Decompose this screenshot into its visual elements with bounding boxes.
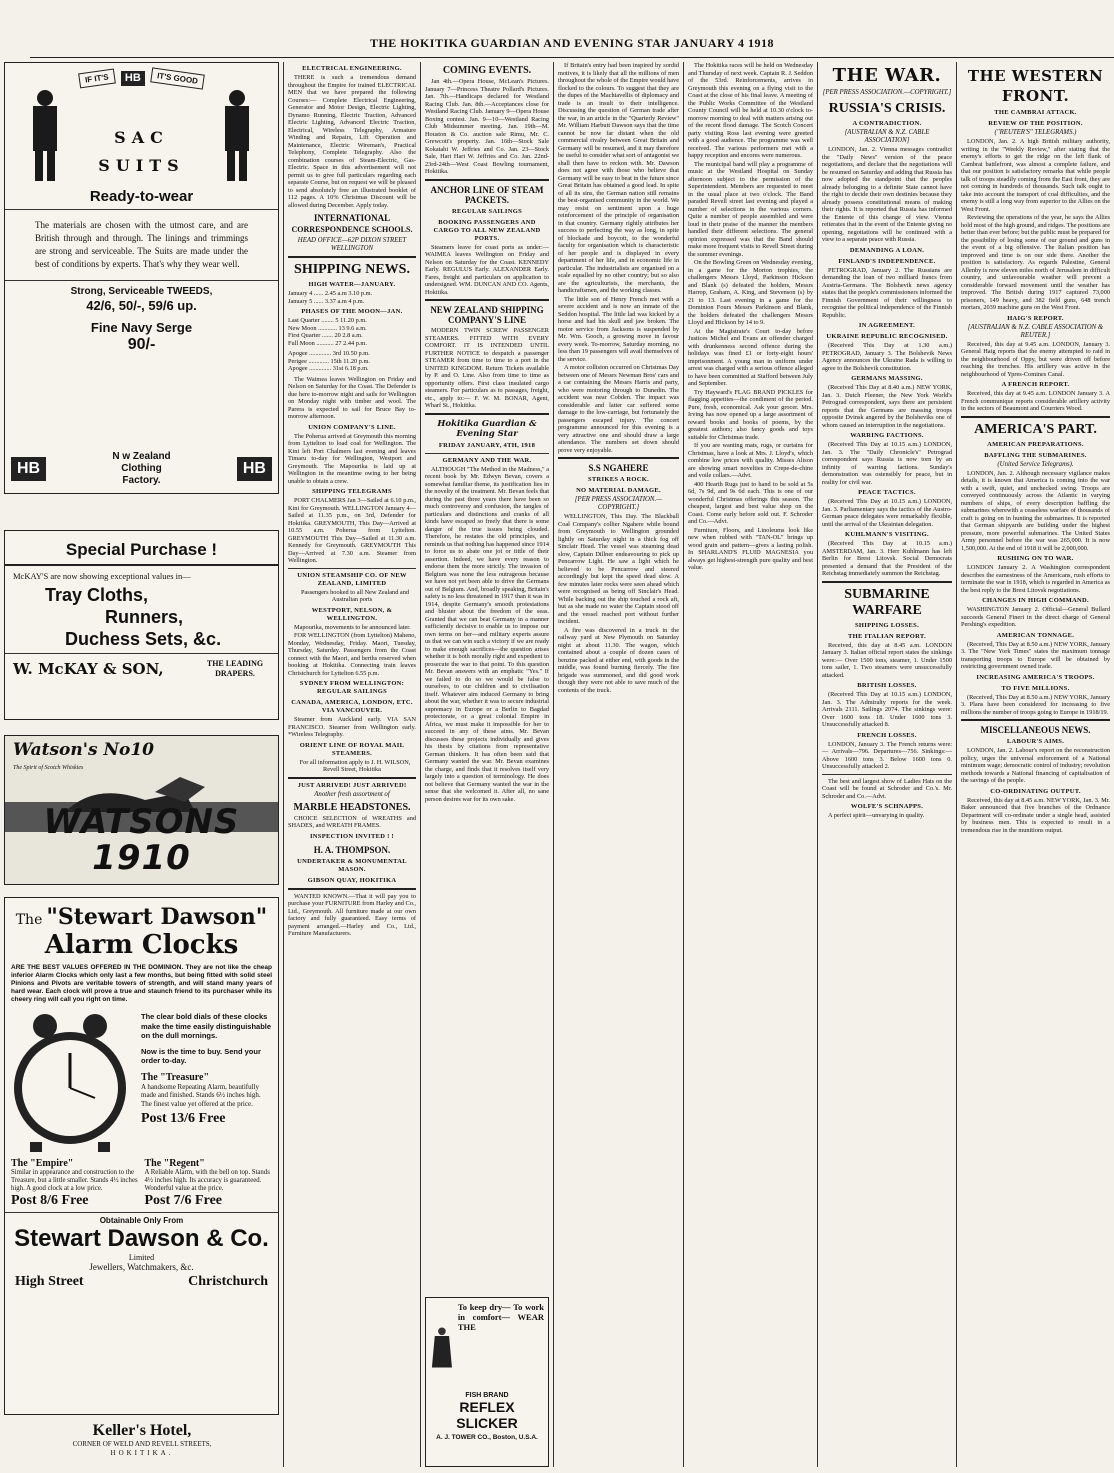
column-2 [288, 62, 416, 1467]
hb-logo: HB [11, 457, 46, 481]
keller-name: Keller's Hotel, [92, 1422, 192, 1439]
subheading: PHASES OF THE MOON—JAN. [301, 308, 403, 315]
section-heading: SHIPPING NEWS. [294, 262, 410, 277]
mckay-firm: W. McKAY & SON, [13, 660, 164, 678]
article-text: MODERN TWIN SCREW PASSENGER STEAMERS. FITTED WITH EVERY COMFORT. IT IS INTENDED UNTIL FURTHER NOTICE to despatch a passenger STEAMER from time to time to a port in the UNITED KINGDOM. Return Tickets available by P. and O. Line. Also from time to time as opportunity offers. First class insulated cargo steamers. For particulars as to passages, freight, etc., apply to:— F. W. M. BONAR, Agent, Wharf St., Hokitika. [425, 327, 549, 409]
article-text: WELLINGTON, This Day. The Blackball Coal Company's collier Ngahere while bound from Greymouth to Wellington grounded lightly on Saturday night in a thick fog off Sinclair Head. The vessel was steaming dead slow, Captain Dillner endeavouring to pick up Pencarrow Light. He saw a light which he believed to be Pencarrow and steered accordingly but kept the speed dead slow. A few minutes later rocks were seen ahead which were recognised as being off Sinclair's Head. While backing out the ship touched a rock aft, but as she made no water the Captain stood off and the vessel reached port without further incident. [558, 513, 679, 625]
keller-addr1: CORNER OF WELD AND REVELL STREETS, [72, 1440, 212, 1448]
subheading: HIGH WATER—JANUARY. [308, 281, 396, 288]
watsons-sub: The Spirit of Scotch Whiskies [13, 765, 84, 771]
subheading: FINLAND'S INDEPENDENCE. [838, 257, 936, 265]
special-purchase-title: Special Purchase ! [65, 540, 218, 559]
article-text: (Received This Day at 10.15 a.m.) AMSTERDAM, Jan. 3. Herr Kuhlmann has left Berlin for Brest Litovsk. Social Democrats presented a demand that the President of the Reichstag immediately summon the Reichstag. [822, 540, 952, 577]
article-text: CHOICE SELECTION of WREATHS and SHADES, and WREATH FRAMES. [288, 814, 416, 829]
subheading: DEMANDING A LOAN. [849, 246, 925, 254]
sign-left: IF IT'S [78, 69, 115, 89]
treasure-title: The "Treasure" [141, 1071, 210, 1083]
watsons-brand: Watson's No10 [13, 740, 154, 760]
article-text: 400 Hearth Rugs just to hand to be sold at 5s 6d, 7s 9d, and 9s 6d each. This is one of our wonderful Christmas offerings this season. The cheapest, largest and best value shop on the Coast. Come early before sold out. F. Schroder and Co.—Advt. [688, 480, 813, 525]
article-text: Another fresh assortment of [314, 790, 390, 798]
subheading: LABOUR'S AIMS. [1006, 738, 1065, 745]
column-rule [283, 62, 284, 1467]
article-text: Received, this day at 8.45 a.m. LONDON January 3. Italian official report states the sinkings were:— Over 1500 tons, steamer, 1. Under 1500 tons sailer, 1. Two steamers were unsuccessfully attacked. [822, 641, 952, 679]
article-text: For all information apply to J. H. WILSON, Revell Street, Hokitika [299, 758, 411, 773]
article-text: If Britain's entry had been inspired by sordid motives, it is likely that all the millions of men throughout the whole of the Empire would have flocked to the colours. To suggest that they are the dupes of the Machiavellis of diplomacy and trade is an insult to their intelligence. Discussing the question of German trade after the war, in an article in the "Quarterly Review" Mr. William Harbutt Dawson says that the time cannot be now far distant when the old commercial rivalry between Great Britain and Germany will be resumed, and it may therefore be useful to consider what sort of antagonist we shall then have to reckon with. Mr. Dawson does not agree with those who believe that Germany will be easy to beat in the future since Great Britain has obtained a good lead. In spite of all its sins, the German nation still remains the best-organised community in the world. We may resist on sentiment upon a huge reinforcement of the principle of organisation in that country. Germany rightly attributes her success to perfecting the way as long, in spite of blockade and boycott, to the wonderful faculty for organisation which is characteristic of her people and is displayed in every department of her life, and in economic life in particular. The industrialists are organised on a scale equalled by no other country; but so also are the agriculturists, the merchants, the handicraftsmen, and the working classes. [558, 62, 679, 294]
headline: SUBMARINE WARFARE [844, 586, 930, 618]
subheading: NO MATERIAL DAMAGE. [576, 487, 661, 494]
article-text: The best and largest show of Ladies Hats on the Coast will be found at Schroder and Co.'s. Mr. Schroder and Co.—Advt. [822, 777, 952, 800]
subheading: BOOKING PASSENGERS AND CARGO TO ALL NEW ZEALAND PORTS. [433, 218, 541, 242]
suits-body: The materials are chosen with the utmost care, and are British through and through. The linings and trimmings are strong and serviceable. The Suits are made under the best of conditions by experts. That's why they wear well. [35, 220, 248, 269]
article-text: Mapourika, movements to be announced later. [294, 623, 411, 631]
stewart-street: High Street [15, 1274, 84, 1289]
article-text: (Received, This Day at 8.50 a.m.) NEW YORK, January 3. Plans have been considered for increasing to five millions the number of troops going to Europe in 1918/19. [961, 693, 1110, 716]
section-heading: NEW ZEALAND SHIPPING COMPANY'S LINE [430, 305, 544, 325]
mckay-tag: THE LEADING DRAPERS. [206, 659, 264, 678]
headline: AMERICA'S PART. [974, 421, 1097, 437]
subheading: SYDNEY FROM WELLINGTON: REGULAR SAILINGS [299, 680, 405, 695]
article-text: LONDON, Jan. 2. A high British military authority, writing in the "Weekly Review," after stating that the enemy's efforts to get the ridge on the left flank of Cambrai battlefront, was almost a complete failure, and that our position is satisfactory remarks that while people talk of troops steadily coming from the East front, they are not coming in hundreds of thousands. Such talk ought to take into account the transport of coal difficulties, and the enemy is still a long way from superior to the Allies on the West Front. [961, 138, 1110, 213]
thompson-name: H. A. THOMPSON. [313, 844, 391, 855]
duchess-sets: Duchess Sets, &c. [65, 629, 222, 649]
subheading: KUHLMANN'S VISITING. [845, 531, 929, 538]
stewart-limited: Limited [128, 1253, 155, 1262]
subheading: TO FIVE MILLIONS. [1001, 684, 1070, 692]
article-text: The Poherua arrived at Greymouth this morning from Lyttelton to load coal for Wellington. The Kini left Port Chalmers last evening and leaves Timaru to-day for Wellington, Westport and Greymouth. The Mapourika is laid up at Wellington in the meantime owing to her being unable to obtain a crew. [288, 432, 416, 485]
hb-logo: HB [121, 71, 145, 86]
article-text: The Hokitika races will be held on Wednesday and Thursday of next week. Captain R. J. Seddon of the 53rd. Reinforcements, arrives in Greymouth this evening on a flying visit to the Coast at the close of his final leave. A meeting of the Public Works Committee of the Westland County Council will be held at 10.30 o'clock to-morrow morning to deal with matters arising out of the recent flood damage. The Scotch Concert party visiting Ross last evening were greeted with a good audience. The programme was well received. The various performers met with a happy reception and encores were numerous. [688, 62, 813, 159]
section-heading: THE WAR. [832, 65, 942, 86]
subheading: AMERICAN TONNAGE. [996, 631, 1075, 639]
table-row: Last Quarter ........ 5 11.20 p.m. [288, 317, 367, 324]
subheading: INCREASING AMERICA'S TROOPS. [976, 673, 1095, 681]
press-credit: [PER PRESS ASSOCIATION.—COPYRIGHT.] [822, 89, 952, 96]
marble-headstones: MARBLE HEADSTONES. [293, 801, 411, 813]
press-credit: [PER PRESS ASSOCIATION.—COPYRIGHT.] [574, 496, 663, 511]
article-text: (Received This Day at 10.15 a.m.) LONDON, Jan. 3. The Admiralty reports for the week. Arrivals 2111. Sailings 2074. The sinkings were: Over 1600 tons 18. Under 1600 tons 3. Unsuccessfully attacked 8. [822, 691, 952, 728]
article-text: WASHINGTON January 2. Official—General Bullard succeeds General Fineri in the direct charge of General Pershing's expedition. [961, 606, 1110, 628]
article-text: ALTHOUGH "The Method in the Madness," a recent book by Mr. Edwyn Bevan, covers a somewhat familiar theme, its justification lies in the novelty of the treatment. Mr. Bevan feels that during the past three years there have been so much controversy and confusion, the tangles of particulars and distinctions and cranks of all kinds have escaped so freely that there is some danger of the true issues being clouded. Therefore, he restates the old principles, and reminds us that nothing has happened since 1914 to force us to abate one jot or tittle of their assertion. Indeed, we have every reason to endorse them the more strictly. The invasion of Belgium was none the less outrageous because we have not yet been able to drive the Germans out of Belgium. And, broadly speaking, Britain's safety is no less threatened in 1917 than it was in 1914, despite Germany's smooth protestations and bluster about the freedom of the seas. Granted that we can beat Germany in a manner sufficiently decisive to enable us to impose our own terms on her—and military experts assure us that we can win such a victory if we are ready to make enough sacrifices—the question arises whether it is both morally right and expedient to prosecute the war to that point. To this question Mr. Bevan answers with an emphatic "Yes." If we failed to do so we would be false to ourselves, to our children and to civilisation itself. Whatever aim induced Germany to bring about the war, whether it was to secure industrial supremacy in Europe or a Berlin to Bagdad protectorate, or a great colonial Empire in Africa, we must make it impossible for her to succeed in any of these aims. Mr. Bevan discusses these projects individually and gives his thesis by citations from representative German thinkers. It has often been said that Germany wanted the war. Mr. Bevan examines the charge, and finds that it resolves itself very largely into a question of terminology. He does not believe that Germany wanted the war in the sense that she welcomed it. After all, no sane person desires war for its own sake. [425, 465, 549, 803]
article-text: The little son of Henry French met with a severe accident and is now an inmate of the Seddon hospital. The little lad was kicked by a horse and had his skull and jaw broken. The motor service from Jacksons is suspended by Mr. Wm. Gooch, a growing move in favour every week. To-morrow, Saturday morning, no less than 19 passengers will avail themselves of the service. [558, 295, 679, 363]
section-heading: S.S NGAHERE [588, 463, 649, 473]
ics-address: HEAD OFFICE—62P DIXON STREET WELLINGTON [297, 237, 407, 252]
empire-desc: Similar in appearance and construction to the Treasure, but a little smaller. Stands 4½ inches high. A good clock at a low price. [11, 1169, 138, 1192]
subheading: CANADA, AMERICA, LONDON, ETC. VIA VANCOUVER. [291, 699, 413, 714]
tweeds-prices: 42/6, 50/-, 59/6 up. [86, 298, 197, 313]
subheading: JUST ARRIVED! JUST ARRIVED! [297, 781, 407, 789]
article-text: Try Hayward's FLAG BRAND PICKLES for flagging appetites—the condiment of the period. Pure, fresh, economical. Ask your grocer. Mrs. Irving has now opened up a large assortment of reward books and books of poems, by the greatest authors; also fancy goods and toys suitable for Christmas trade. [688, 388, 813, 441]
column-4 [558, 62, 679, 1467]
regent-price: Post 7/6 Free [144, 1193, 222, 1208]
press-credit: [AUSTRALIAN & N.Z. CABLE ASSOCIATION & REUTER.] [967, 323, 1104, 339]
mckay-advertisement [4, 530, 279, 720]
suits-word: SUITS [98, 156, 185, 175]
article-text: Steamers leave for coast ports as under:— WAIMEA leaves Wellington on Friday and Nelson on Saturday for the Coast. KENNEDY Early. REGULUS Early. ALEXANDER Early. Fares, freight and particulars on application to undersigned. WM. DUNCAN AND CO. Agents, Hokitika. [425, 243, 549, 296]
subheading: A CONTRADICTION. [852, 120, 922, 127]
subheading: GERMANS MASSING. [851, 375, 923, 382]
subheading: IN AGREEMENT. [858, 322, 916, 329]
alarm-clock-icon [5, 1008, 135, 1158]
column-rule [956, 62, 957, 1467]
column-rule [553, 62, 554, 1467]
subheading: CO-ORDINATING OUTPUT. [990, 787, 1081, 795]
regent-desc: A Reliable Alarm, with the bell on top. Stands 4½ inches high. Its accuracy is guaranteed. Wonderful value at the price. [144, 1169, 270, 1192]
serge-price: 90/- [127, 336, 156, 353]
table-row: New Moon ............ 13 9.6 a.m. [288, 324, 367, 332]
stewart-title1: "Stewart Dawson" [46, 904, 268, 930]
column-rule [817, 62, 818, 1467]
article-text: LONDON January 2. A Washington correspondent describes the earnestness of the Americans, rush efforts to terminate the war in 1918, which is regarded in America as the best reply to the Brest Litovsk negotiations. [961, 564, 1110, 594]
section-heading: COMING EVENTS. [442, 65, 532, 76]
subheading: BRITISH LOSSES. [857, 682, 917, 689]
stewart-intro: ARE THE BEST VALUES OFFERED IN THE DOMINION. They are not like the cheap inferior Alarm Clocks which only last a few months, but being fitted with solid steel Pinions and Pivots are veritable towers of strength, and will stand many years of hard wear. Each clock will prove a true and staunch friend to its purchaser while its cheery ring will call you right on time. [11, 964, 272, 1003]
article-text: Passengers booked to all New Zealand and Australian ports [300, 588, 410, 603]
press-credit: [AUSTRALIAN & N.Z. CABLE ASSOCIATION] [844, 129, 930, 144]
table-row: Perigee ............. 15th 11.20 p.m. [288, 357, 370, 365]
article-text: The municipal band will play a programme of music at the Westland Hospital on Sunday afternoon subject to the permission of the Superintendent. Members are requested to meet in the usual place at two o'clock. The Band paraded Revell street last evening and played a number of selections in the various corners. Quite a number of people assembled and were loud in their praise of the manner the members handled their different selections. The general opinion expressed was that the Band should make more frequent visits to Revell Street during the summer evenings. [688, 160, 813, 258]
article-text: PORT CHALMERS Jan 3—Sailed at 6.10 p.m., Kini for Greymouth. WELLINGTON January 4—Sailed at 11.35 p.m., on 3rd, Defender for Hokitika. GREYMOUTH, This Day—Arrived at 10.55 a.m. Poherua from Lyttelton. GREYMOUTH This Day—Sailed at 11.30 a.m. Kennedy for Greymouth. GREYMOUTH This Day—Arrived at 7.30 a.m. Steamer from Wellington. [288, 497, 416, 564]
article-text: A motor collision occurred on Christmas Day between one of Messrs Newman Bros' cars and a car containing the Messrs Harris and party, who were motoring through to Dunedin. The accident was near Cobden. The impact was considerable and latter car suffered some damage to the low-carriage, but fortunately the passengers escaped injury. The concert programme announced for this evening is a very attractive one and should draw a large attendance. The numbers set down should prove very enjoyable. [558, 364, 679, 454]
stewart-jewel: Jewellers, Watchmakers, &c. [89, 1262, 194, 1272]
column-rule [683, 62, 684, 1467]
article-text: A fire was discovered in a truck in the railway yard at New Plymouth on Saturday night at about 11.30. The wagon, which contained about a couple of dozen cases of benzine packed at either end, with goods in the middle, was found burning fiercely. The fire brigade was summoned, and did good work though they were not able to save much of the contents of the truck. [558, 626, 679, 694]
subheading: GIBSON QUAY, HOKITIKA [307, 876, 397, 884]
subheading: SHIPPING TELEGRAMS [312, 488, 392, 495]
maker-line: Factory. [122, 475, 161, 486]
slicker: SLICKER [456, 1415, 518, 1431]
hb-logo: HB [237, 457, 272, 481]
fisherman-icon [430, 1302, 454, 1392]
obtainable: Obtainable Only From [99, 1216, 184, 1225]
article-text: (Received This Day at 8.40 a.m.) NEW YORK, Jan. 3. Dutch Fleener, the New York World's Petrograd correspondent, says there are persistent reports that the Germans are massing troops opposite Dvinsk angered by the Bolsheviks one of whom caused an interruption in the negotiations. [822, 384, 952, 429]
subheading: CHANGES IN HIGH COMMAND. [982, 597, 1089, 604]
headline: MISCELLANEOUS NEWS. [980, 725, 1091, 735]
article-text: The Waimea leaves Wellington on Friday and Nelson on Saturday for the Coast. The Defender is due here to-morrow night and sails for Wellington on Monday night with timber and wool. The Parera is expected to sail for Bruce Bay to-morrow afternoon. [288, 375, 416, 420]
headline: RUSSIA'S CRISIS. [828, 101, 946, 116]
editorial-heading: GERMANY AND THE WAR. [442, 456, 532, 464]
keller-addr2: HOKITIKA. [110, 1449, 174, 1457]
subheading: REGULAR SAILINGS [452, 207, 522, 215]
article-text: Received, this day at 8.45 a.m. NEW YORK, Jan. 3. Mr. Baker announced that five branches of the Ordnance Department will co-ordinate under a single head, assisted by business men. This is expected to result in a tremendous rise in the munitions output. [961, 796, 1110, 834]
column-6 [822, 62, 952, 1467]
runners: Runners, [105, 607, 184, 627]
subheading: UKRAINE REPUBLIC RECOGNISED. [826, 333, 948, 340]
subheading: A FRENCH REPORT. [1001, 381, 1070, 388]
stewart-title2: Alarm Clocks [44, 930, 239, 960]
subheading: PEACE TACTICS. [858, 489, 916, 496]
article-text: Received, this day at 9.45 a.m. LONDON, January 3. General Haig reports that the enemy attempted to raid in the neighbourhood of Oppy, but were driven off before reaching the trenches. His artillery was active in the neighbourhood of Ypres-Comines Canal. [961, 340, 1110, 378]
subheading: UNION STEAMSHIP CO. OF NEW ZEALAND, LIMITED [297, 571, 407, 587]
table-row: January 4 ...... 2.45 a.m 3.10 p.m. [288, 290, 373, 297]
article-text: LONDON, Jan. 2. Vienna messages contradict the "Daily News" version of the peace negotiations, and declare that the negotiations will be resumed on Saturday and adding that Russia has now adopted the standpoint that the peoples already belonging to a definite State cannot have the right to decide their own destinies because they already possess constitutional means of making their rights. It is reported that Russia has informed the Entente of this change of view. Vienna reiterates that in the event of the Entente giving no opening, negotiations will be continued with a view to a separate peace with Russia. [822, 146, 952, 243]
issue-date: FRIDAY JANUARY, 4TH, 1918 [438, 441, 536, 449]
empire-price: Post 8/6 Free [11, 1193, 89, 1208]
article-text: A perfect spirit—unvarying in quality. [828, 812, 925, 819]
subheading: THE CAMBRAI ATTACK. [994, 109, 1077, 116]
maker-line: N w Zealand [112, 451, 171, 462]
reflex: REFLEX [459, 1399, 515, 1415]
subheading: BAFFLING THE SUBMARINES. [984, 451, 1087, 459]
paper-nameplate: Hokitika Guardian & Evening Star [437, 418, 537, 439]
empire-title: The "Empire" [11, 1158, 74, 1169]
treasure-desc: A handsome Repeating Alarm, beautifully made and finished. Stands 6½ inches high. The finest value yet offered at the price. [141, 1082, 261, 1108]
masthead: THE HOKITIKA GUARDIAN AND EVENING STAR JANUARY 4 1918 [30, 36, 1114, 58]
sac-word: SAC [114, 128, 169, 147]
press-credit: ("REUTER'S" TELEGRAMS.) [994, 129, 1077, 136]
ics-title: CORRESPONDENCE SCHOOLS. [291, 225, 413, 234]
article-text: Steamer from Auckland early. VIA SAN FRANCISCO. Steamer from Wellington early. *Wireless Telegraphy. [288, 716, 416, 738]
tray-cloths: Tray Cloths, [45, 585, 149, 605]
subheading: WOLFE'S SCHNAPPS. [850, 803, 924, 810]
article-text: (Received This Day at 1.30 a.m.) PETROGRAD, January 3. The Bolshevik News Agency announces the Ukraine Rada is willing to agree to the Bolshevik constitution. [822, 342, 952, 372]
article-text: Jan 4th.—Opera House, McLean's Pictures. January 7—Princess Theatre Pollard's Pictures. Jan. 7th.—Handicaps declared for Westland Racing Club. Jan. 8th.—Acceptances close for Westland Racing Club. January 9—Opera House Boxing contest. Jan. 9—10—Westland Racing Club Midsummer meeting. Jan. 19th—M. Houston & Co. auction sale Rimu, Mr. C. Grewcott's property. Jan. 16th—Stock Sale Kokatahi W. Jeffries and Co. Jan. 23—Stock Sale, Hari Hari W. Jeffries and Co. Jan. 22nd-23rd-24th—West Coast Bowling tournament, Hokitika. [425, 78, 549, 175]
headline: ELECTRICAL ENGINEERING. [302, 65, 402, 72]
subheading: REVIEW OF THE POSITION. [988, 120, 1083, 127]
column-3 [425, 62, 549, 1467]
stewart-firm: Stewart Dawson & Co. [14, 1225, 269, 1252]
treasure-price: Post 13/6 Free [141, 1111, 226, 1126]
subheading: ORIENT LINE OF ROYAL MAIL STEAMERS. [299, 741, 405, 757]
article-text: (Received This Day at 10.15 a.m.) LONDON, Jan. 3. Parliamentary says the tactics of the Austro-German peace delegates were remarkably flexible, until the arrival of the Ukrainian delegation. [822, 498, 952, 528]
article-text: LONDON, Jan. 2. Although necessary vigilance makes details, it is known that America is coming into the war with a swift, quiet, and unchecked swing. Troops are conveyed continuously across the Atlantic in varying numbers of ships, of every description baffling the submarines wherewith a ceaseless warfare of thousands of craft is going on in hunting the submarines. It is reported that German shipyards are building under the highest pressure, more powerful submarines. The United States Army personnel before the war was 265,000. It is now 1,500,000. At the end of 1918 it will be 2,000,000. [961, 469, 1110, 552]
subheading: FRENCH LOSSES. [857, 731, 917, 739]
article-text: LONDON, Jan. 2. Labour's report on the reconstruction policy, urges the universal enforcement of a National minimum wage; democratic control of industry; revolution methods towards a National financing of capitalisation of the savings of the people. [961, 747, 1110, 784]
article-text: Furniture, Floors, and Linoleums look like new when rubbed with "TAN-OL" brings up wood grain and pattern—gives a lasting polish. In SHARLAND'S FLUID MAGNESIA you always get highest-strength pure quality and best value. [688, 526, 813, 571]
article-text: (Received, This Day at 8.50 a.m.) NEW YORK, January 3. The "New York Times" states the maximum tonnage transporting troops to Europe will be obtained by restricting government owned trade. [961, 640, 1110, 670]
sign-right: IT'S GOOD [150, 67, 205, 89]
subheading: WESTPORT, NELSON, & WELLINGTON. [311, 606, 393, 622]
article-text: Reviewing the operations of the year, he says the Allies hold most of the high ground, and ridges. The positions are better than ever before; but the public must be prepared for the possibility of losing some of our ground and guns in the event of a big offensive. The Italian position has improved and time is on our side there. Another the position is satisfactory. As regards Palestine, General Allenby is now eleven miles north of Jerusalem in difficult country, and unfavourable weather will prevent a considerable forward movement until the weather has improved. The British during 1917 captured 73,000 prisoners, 149 heavy, and 382 field guns, 648 trench mortars, 2039 machine guns on the West Front. [961, 214, 1110, 311]
column-rule [420, 62, 421, 1467]
subheading: STRIKES A ROCK. [587, 476, 650, 483]
table-row: January 5 ...... 3.37 a.m 4 p.m. [288, 297, 365, 305]
serge-label: Fine Navy Serge [90, 320, 193, 335]
table-row: First Quarter ....... 20 2.8 a.m. [288, 332, 363, 339]
ready-to-wear: Ready-to-wear [89, 188, 194, 205]
subheading: SHIPPING LOSSES. [854, 621, 920, 629]
section-heading: ANCHOR LINE OF STEAM PACKETS. [430, 184, 544, 205]
subheading: WARRING FACTIONS. [850, 432, 924, 439]
article-text: On the Bowling Green on Wednesday evening, in a game for the Morton trophies, the challengers Messrs Lloyd, Parkinson Hickson and Blank (s) defeated the holders, Messrs Harrop, Graham, A. King, and Stevenson (s) by 21 to 13. Last evening in a game for the Dominion Fours Messrs Parkinson and Blank, the holders defeated the challengers Messrs Lloyd and Hickson by 14 to 9. [688, 259, 813, 326]
table-row: Apogee .............. 3rd 10.50 p.m. [288, 350, 370, 357]
column-7 [961, 62, 1110, 1467]
ics-title: INTERNATIONAL [313, 213, 391, 223]
mckay-intro: McKAY'S are now showing exceptional values in— [13, 571, 191, 581]
fish-brand: FISH BRAND [465, 1392, 509, 1399]
stewart-city: Christchurch [188, 1274, 268, 1289]
article-text: WANTED KNOWN.—That it will pay you to purchase your FURNITURE from Harley and Co., Ltd., Greymouth. All furniture made at our own factory and fully guaranteed. Easy terms of payment arranged.—Harley and Co., Ltd., Furniture Manufacturers. [288, 892, 416, 937]
section-heading: THE WESTERN FRONT. [967, 67, 1104, 105]
stewart-dials: The clear bold dials of these clocks make the time easily distinguishable on the dull mornings. [141, 1012, 272, 1040]
tower-maker: A. J. TOWER CO., Boston, U.S.A. [436, 1434, 538, 1441]
stewart-the: The [15, 912, 43, 928]
tower-advertisement [425, 1297, 549, 1467]
article-text: PETROGRAD, January 2. The Russians are demanding the loan of two milliard francs from Austria-Germans. The Bolshevik news agency states that the people's commissioners informed the Finnish Government of their willingness to recognise the political independence of the Finnish Republic. [822, 266, 952, 319]
suits-advertisement [4, 62, 279, 494]
stewart-dawson-advertisement [4, 897, 279, 1415]
column-5 [688, 62, 813, 1467]
subheading: THE ITALIAN REPORT. [847, 632, 926, 640]
subheading: AMERICAN PREPARATIONS. [987, 440, 1084, 448]
stewart-now: Now is the time to buy. Send your order to-day. [141, 1046, 261, 1065]
subheading: UNDERTAKER & MONUMENTAL MASON. [297, 857, 407, 873]
press-credit: (United Service Telegrams). [997, 460, 1074, 468]
article-text: LONDON, January 3. The French returns were:— Arrivals—796. Departures—756. Sinkings:— Above 1600 tons 3. Below 1600 tons 0. Unsuccessfully attacked 2. [822, 740, 952, 770]
watsons-big: WATSONS 1910 [43, 802, 240, 878]
watsons-advertisement [4, 735, 279, 885]
table-row: Apogee .............. 31st 6.18 p.m. [288, 365, 369, 372]
subheading: INSPECTION INVITED ! ! [309, 832, 395, 840]
article-text: If you are wanting mats, rugs, or curtains for Christmas, have a look at Mrs. J. Lloyd's, which combine low prices with quality. Misses Alison are showing smart novelties in Crepe-de-chine and voile collars.—Advt. [688, 442, 813, 479]
article-text: THERE is such a tremendous demand throughout the Empire for trained ELECTRICAL MEN that we have prepared the following Courses:— Complete Electrical Engineering, Generator and Motor Design, Electric Lighting, Dynamo Running, Electric Traction, Advanced Electric Lighting, Advanced Electric Traction, Electrical, Wireless Telegraphy, Armature Winding and Repairs, Lift Operation and Maintenance, Electric Wireman's, Practical Telephony, Complete Telegraphy. Also the combination courses of Steam-Electric, Gas-Electric. Space in this advertisement will not permit us to give full particulars regarding each separate Course, but on request we will be pleased to send absolutely free an illustrated booklet of 112 pages. A 10% Christmas Discount will be allowed during December. Apply today. [288, 74, 416, 209]
subheading: UNION COMPANY'S LINE. [308, 423, 396, 431]
maker-line: Clothing [121, 463, 162, 474]
subheading: HAIG'S REPORT. [1007, 314, 1064, 322]
regent-title: The "Regent" [144, 1158, 205, 1169]
tower-lines: To keep dry— To work in comfort— WEAR THE [457, 1302, 544, 1332]
tweeds-label: Strong, Serviceable TWEEDS, [70, 286, 213, 297]
article-text: FOR WELLINGTON (from Lyttelton) Maheno, Monday, Wednesday, Friday. Maori, Tuesday, Thursday, Saturday. Passengers from the Coast connect with the Maori, and berths reserved when booking at Hokitika. Connecting train leaves Christchurch for Lyttelton 6.55 p.m. [288, 632, 416, 677]
table-row: Full Moon ........... 27 2.44 p.m. [288, 339, 367, 347]
subheading: RUSHING ON TO WAR. [997, 555, 1074, 562]
article-text: At the Magistrate's Court to-day before Justices Michel and Evans an offender charged with drunkenness second offence during the holidays was fined £1 or forty-eight hours' imprisonment. A young man in uniform under arrest was charged with a serious offence alleged to have been committed at Stafford between July and September. [688, 327, 813, 387]
article-text: Received, this day at 9.45 a.m. LONDON January 3. A French communique reports considerable artillery activity in the sectors of Beaumont and Courriers Wood. [961, 390, 1110, 412]
article-text: (Received This Day at 10.15 a.m.) LONDON, Jan. 3. The "Daily Chronicle's" Petrograd correspondent says Russia is now torn by an infinity of warring factions. Sunday's demonstration was ostensibly for peace, but in reality for civil war. [822, 441, 952, 486]
keller-advertisement [6, 1422, 278, 1458]
